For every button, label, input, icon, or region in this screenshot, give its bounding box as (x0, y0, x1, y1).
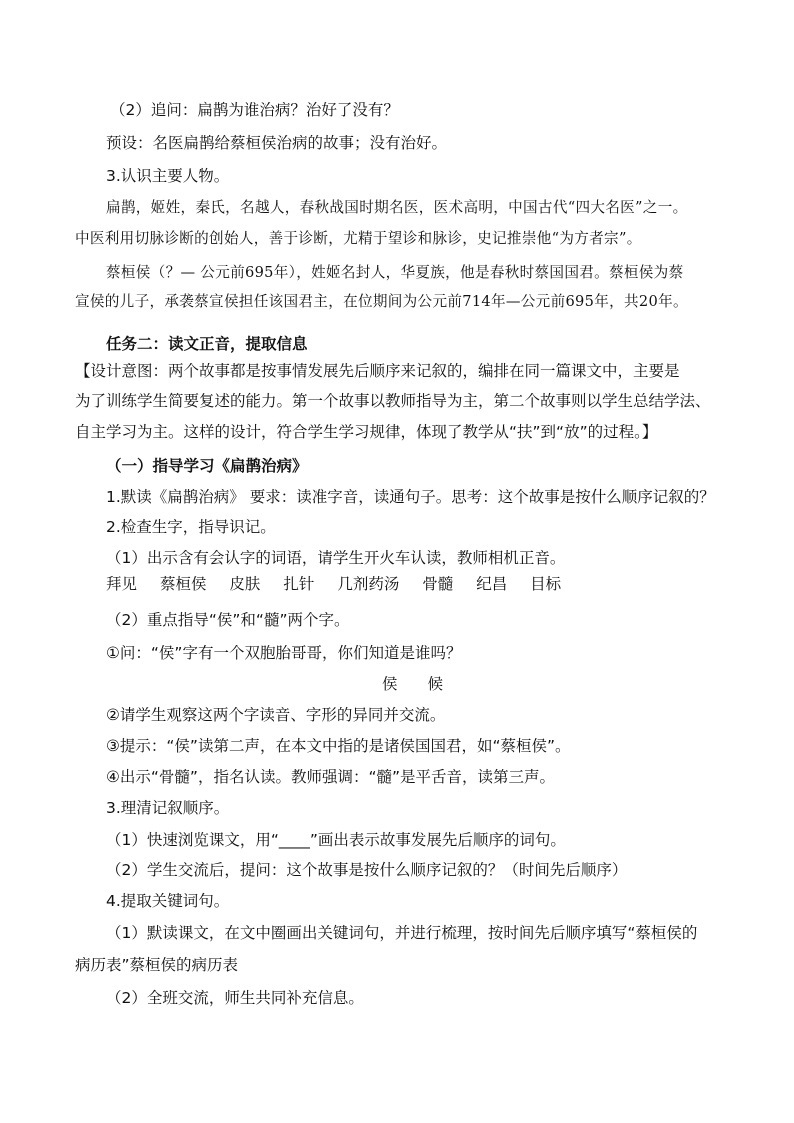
section-one-heading: （一）指导学习《扁鹊治病》 (106, 457, 308, 475)
keyword-instruction-line-1: （1）默读课文，在文中圈画出关键词句，并进行梳理，按时间先后顺序填写“蔡桓侯的 (106, 924, 698, 942)
twin-character-question: ①问：“侯”字有一个双胞胎哥哥，你们知道是谁吗？ (106, 644, 462, 662)
design-intent-line-2: 为了训练学生简要复述的能力。第一个故事以教师指导为主，第二个故事则以学生总结学法、 (75, 392, 711, 410)
vocab-word: 拜见 (106, 575, 138, 593)
vocab-word: 几剂药汤 (337, 575, 400, 593)
discussion-question: （2）学生交流后，提问：这个故事是按什么顺序记叙的？（时间先后顺序） (106, 861, 628, 879)
focus-characters-instruction: （2）重点指导“侯”和“髓”两个字。 (106, 611, 350, 629)
step-silent-reading: 1.默读《扁鹊治病》 要求：读准字音，读通句子。思考：这个故事是按什么顺序记叙的？ (106, 488, 715, 506)
step-extract-keywords: 4.提取关键词句。 (106, 892, 230, 910)
task-two-heading: 任务二：读文正音，提取信息 (106, 335, 308, 353)
step-check-characters: 2.检查生字，指导识记。 (106, 518, 276, 536)
design-intent-line-1: 【设计意图：两个故事都是按事情发展先后顺序来记叙的，编排在同一篇课文中，主要是 (75, 362, 680, 380)
vocab-word: 皮肤 (229, 575, 261, 593)
vocab-word: 扎针 (283, 575, 315, 593)
vocab-word: 目标 (530, 575, 562, 593)
question-followup: （2）追问：扁鹊为谁治病？治好了没有？ (110, 101, 399, 119)
character-hou: 侯 (382, 675, 398, 693)
character-pair (382, 673, 443, 695)
vocab-word: 蔡桓侯 (159, 575, 207, 593)
bianque-bio-line-2: 中医利用切脉诊断的创始人，善于诊断，尤精于望诊和脉诊，史记推崇他“为方者宗”。 (75, 230, 642, 247)
keyword-instruction-line-2: 病历表”蔡桓侯的病历表 (75, 956, 239, 974)
skim-text-instruction: （1）快速浏览课文，用“____”画出表示故事发展先后顺序的词句。 (106, 831, 566, 849)
bianque-bio-line-1: 扁鹊，姬姓，秦氏，名越人，春秋战国时期名医，医术高明，中国古代“四大名医”之一。 (106, 199, 688, 216)
class-exchange-step: （2）全班交流，师生共同补充信息。 (106, 989, 364, 1007)
vocab-word: 骨髓 (422, 575, 454, 593)
preset-answer: 预设：名医扁鹊给蔡桓侯治病的故事；没有治好。 (106, 134, 448, 152)
character-hou-twin: 候 (427, 675, 444, 693)
vocab-word: 纪昌 (476, 575, 508, 593)
hint-hou-tone: ③提示：“侯”读第二声，在本文中指的是诸侯国国君，如“蔡桓侯”。 (106, 737, 571, 755)
caihuanhou-bio-line-2: 宣侯的儿子，承袭蔡宣侯担任该国君主，在位期间为公元前714年—公元前695年，共20年。 (75, 293, 688, 310)
design-intent-line-3: 自主学习为主。这样的设计，符合学生学习规律，体现了教学从“扶”到“放”的过程。】 (75, 423, 658, 441)
step-know-characters: 3.认识主要人物。 (106, 167, 230, 185)
caihuanhou-bio-line-1: 蔡桓侯（？— 公元前695年），姓姬名封人，华夏族，他是春秋时蔡国国君。蔡桓侯为蔡 (106, 264, 684, 281)
vocabulary-word-list (106, 573, 561, 595)
show-words-instruction: （1）出示含有会认字的词语，请学生开火车认读，教师相机正音。 (106, 549, 566, 567)
compare-characters-step: ②请学生观察这两个字读音、字形的异同并交流。 (106, 706, 446, 724)
show-gusui-step: ④出示“骨髓”，指名认读。教师强调：“髓”是平舌音，读第三声。 (106, 768, 556, 786)
step-narrative-order: 3.理清记叙顺序。 (106, 799, 230, 817)
